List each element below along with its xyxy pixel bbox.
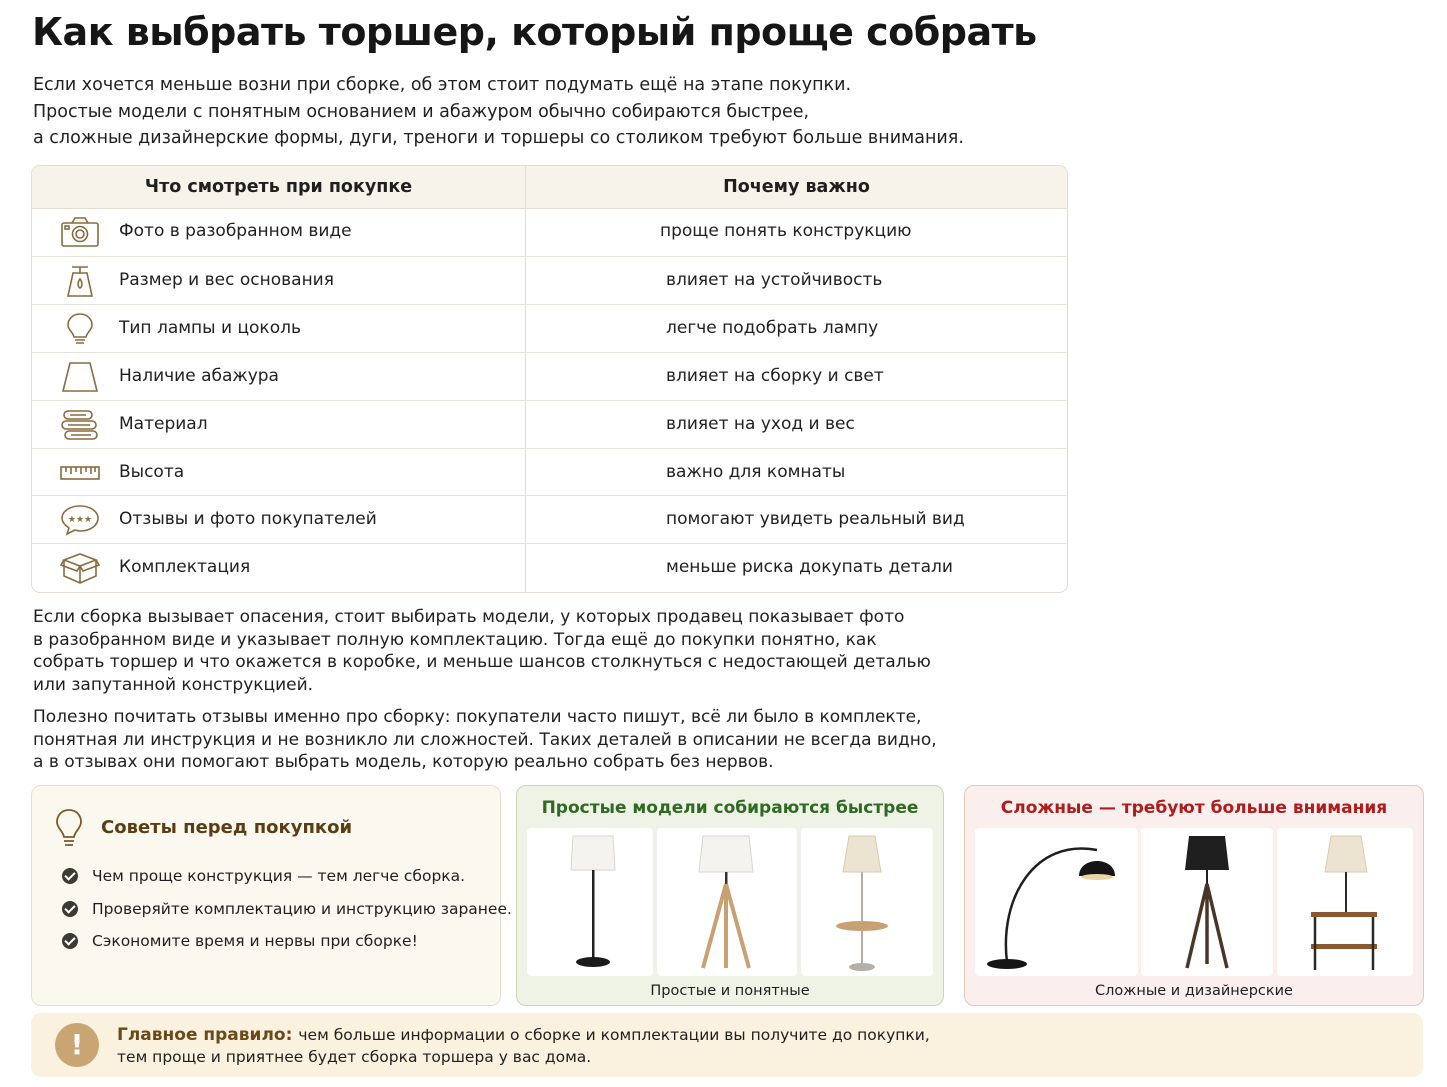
paragraph-line: Полезно почитать отзывы именно про сборку: покупатели часто пишут, всё ли было в комплекте,	[33, 707, 922, 727]
header-what: Что смотреть при покупке	[144, 177, 413, 197]
row-what: Высота	[119, 462, 185, 482]
lamp-image-simple-3	[801, 828, 933, 976]
row-why: влияет на уход и вес	[666, 414, 855, 434]
simple-models-title: Простые модели собираются быстрее	[541, 798, 919, 818]
table-row	[32, 543, 1067, 592]
row-what: Фото в разобранном виде	[119, 221, 352, 241]
check-icon	[62, 933, 78, 949]
lamp-with-shelves-icon	[1277, 828, 1413, 976]
lampshade-icon	[60, 361, 100, 393]
complex-models-caption: Сложные и дизайнерские	[1095, 983, 1293, 999]
check-icon	[62, 868, 78, 884]
lamp-image-complex-3	[1277, 828, 1413, 976]
table-header	[32, 166, 1067, 209]
paragraph-line: или запутанной конструкцией.	[33, 674, 314, 695]
paragraph-assembly-fears	[33, 606, 931, 696]
svg-text:★★★: ★★★	[67, 515, 93, 525]
row-why: помогают увидеть реальный вид	[666, 509, 965, 529]
black-tripod-lamp-icon	[1141, 828, 1273, 976]
table-row	[32, 495, 1067, 544]
box-icon	[60, 552, 100, 584]
table-floor-lamp-icon	[801, 828, 933, 976]
main-rule-banner	[31, 1013, 1423, 1077]
simple-models-caption: Простые и понятные	[650, 983, 810, 999]
simple-models-panel	[516, 785, 944, 1006]
row-what: Тип лампы и цоколь	[119, 318, 301, 338]
ruler-icon	[60, 457, 100, 489]
tip-text: Проверяйте комплектацию и инструкцию заранее.	[92, 900, 512, 918]
row-why: меньше риска докупать детали	[666, 557, 953, 577]
material-layers-icon	[60, 409, 100, 441]
paragraph-reviews	[33, 706, 937, 774]
row-why: влияет на устойчивость	[666, 270, 883, 290]
paragraph-line: Если сборка вызывает опасения, стоит выбирать модели, у которых продавец показывает фото	[33, 607, 905, 627]
header-why: Почему важно	[723, 177, 870, 197]
lamp-image-complex-2	[1141, 828, 1273, 976]
rule-text: чем больше информации о сборке и комплектации вы получите до покупки,	[298, 1026, 930, 1044]
check-icon	[62, 901, 78, 917]
row-what: Отзывы и фото покупателей	[119, 509, 377, 529]
lamp-image-simple-2	[657, 828, 797, 976]
table-row	[32, 448, 1067, 495]
floor-lamp-icon	[527, 828, 653, 976]
rule-label: Главное правило:	[117, 1025, 293, 1045]
table-row	[32, 352, 1067, 401]
checklist-table	[31, 165, 1068, 593]
rule-line-1	[117, 1025, 930, 1045]
intro-text	[33, 72, 964, 152]
arc-lamp-icon	[975, 828, 1138, 976]
tip-text: Чем проще конструкция — тем легче сборка.	[92, 867, 466, 885]
review-bubble-icon	[60, 504, 100, 536]
tip-text: Сэкономите время и нервы при сборке!	[92, 932, 418, 950]
rule-line-2: тем проще и приятнее будет сборка торшера у вас дома.	[117, 1048, 592, 1066]
lamp-image-complex-1	[975, 828, 1138, 976]
table-row	[32, 400, 1067, 449]
complex-models-panel	[964, 785, 1424, 1006]
table-row	[32, 304, 1067, 353]
row-why: проще понять конструкцию	[660, 221, 912, 241]
tip-item	[62, 932, 418, 950]
complex-models-title: Сложные — требуют больше внимания	[1000, 798, 1388, 818]
row-what: Материал	[119, 414, 208, 434]
paragraph-line: в разобранном виде и указывает полную комплектацию. Тогда ещё до покупки понятно, как	[33, 629, 877, 650]
paragraph-line: понятная ли инструкция и не возникло ли сложностей. Таких деталей в описании не всегда видно,	[33, 729, 937, 750]
exclamation-icon: !	[55, 1023, 99, 1067]
tip-item	[62, 900, 512, 918]
row-why: влияет на сборку и свет	[666, 366, 884, 386]
tripod-lamp-icon	[657, 828, 797, 976]
tips-panel	[31, 785, 512, 1006]
row-why: легче подобрать лампу	[666, 318, 879, 338]
intro-line: а сложные дизайнерские формы, дуги, треноги и торшеры со столиком требуют больше внимания.	[33, 128, 964, 148]
tip-item	[62, 867, 465, 885]
page-title: Как выбрать торшер, который проще собрать	[32, 10, 1037, 54]
table-row	[32, 208, 1067, 256]
scale-icon	[60, 265, 100, 297]
row-what: Комплектация	[119, 557, 251, 577]
table-row	[32, 256, 1067, 305]
lightbulb-icon	[60, 313, 100, 345]
row-why: важно для комнаты	[666, 462, 846, 482]
tips-title: Советы перед покупкой	[101, 817, 353, 838]
row-what: Размер и вес основания	[119, 270, 334, 290]
intro-line: Если хочется меньше возни при сборке, об этом стоит подумать ещё на этапе покупки.	[33, 75, 852, 95]
lamp-image-simple-1	[527, 828, 653, 976]
row-what: Наличие абажура	[119, 366, 279, 386]
paragraph-line: собрать торшер и что окажется в коробке, и меньше шансов столкнуться с недостающей деталью	[33, 652, 931, 672]
paragraph-line: а в отзывах они помогают выбрать модель, которую реально собрать без нервов.	[33, 752, 774, 772]
camera-icon	[60, 216, 100, 248]
intro-line: Простые модели с понятным основанием и абажуром обычно собираются быстрее,	[33, 101, 810, 122]
lightbulb-icon	[54, 808, 84, 848]
